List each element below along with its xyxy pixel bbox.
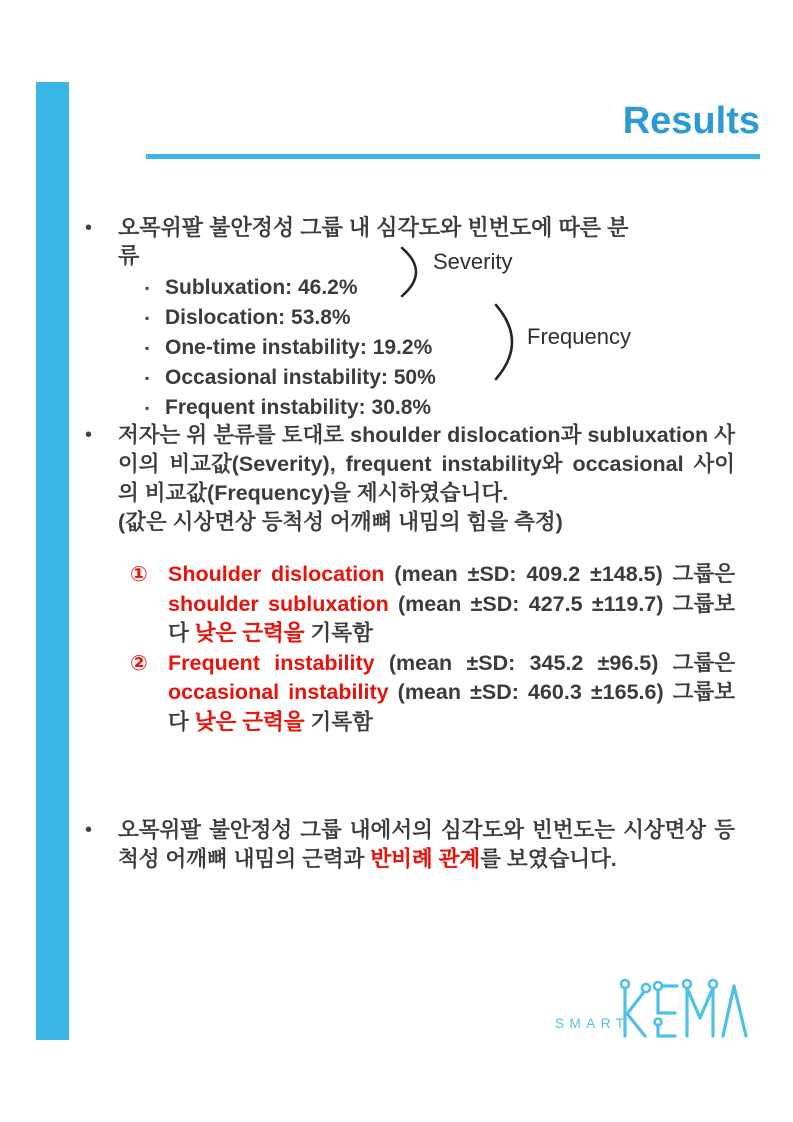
list-item-label: One-time instability: 19.2% [165,336,433,359]
list-item [145,363,645,393]
finding-item [130,649,735,738]
finding-text [168,560,735,649]
emphasis-highlight: 낮은 근력을 [194,709,305,734]
method-row [85,421,735,508]
findings-list [130,560,735,737]
smart-kema-logo [553,970,753,1045]
conclusion-row [85,816,735,874]
method-note: (값은 시상면상 등척성 어깨뼈 내밈의 힘을 측정) [118,510,563,534]
left-accent-bar [36,82,69,1040]
title-underline [146,154,760,159]
method-section [85,421,735,537]
bullet-icon: • [85,217,93,239]
finding-item [130,560,735,649]
list-item-label: Occasional instability: 50% [165,366,436,389]
frequency-label: Frequency [527,324,631,349]
list-item-label: Dislocation: 53.8% [165,306,351,329]
square-bullet-icon: ▪ [145,401,150,415]
finding-segment: 기록함 [304,709,373,734]
finding-text [168,649,735,738]
method-paragraph: 저자는 위 분류를 토대로 shoulder dislocation과 subluxation 사이의 비교값(Severity), frequent instability와 occasional 사이의 비교값(Frequency)을 제시하였습니다. [118,423,735,505]
bullet-icon: • [85,424,93,446]
frequency-bracket-icon [491,302,529,382]
conclusion-paragraph [118,816,735,874]
circled-number-icon: ② [130,651,148,675]
page-title: Results [622,100,760,142]
emphasis-highlight: 반비례 관계 [370,847,481,871]
square-bullet-icon: ▪ [145,341,150,355]
list-item [145,273,645,303]
circled-number-icon: ① [130,563,148,586]
finding-segment: (mean ±SD: 409.2 ±148.5) 그룹은 [384,562,735,586]
list-item [145,393,645,423]
finding-segment: (mean ±SD: 427.5 ±119.7) 그룹보다 [168,591,736,645]
finding-segment: 기록함 [304,621,373,645]
term-highlight: occasional instability [168,680,389,704]
term-highlight: Shoulder dislocation [168,562,385,586]
list-item-label: Frequent instability: 30.8% [165,396,432,419]
classification-heading: 오목위팔 불안정성 그룹 내 심각도와 빈번도에 따른 분류 [118,215,629,268]
square-bullet-icon: ▪ [145,371,150,385]
logo-smart-text: SMART [555,1016,630,1031]
classification-section [85,214,645,423]
square-bullet-icon: ▪ [145,281,150,295]
conclusion-segment: 를 보였습니다. [480,847,617,871]
term-highlight: Frequent instability [168,650,375,675]
finding-segment: (mean ±SD: 460.3 ±165.6) 그룹보다 [168,680,736,734]
conclusion-section [85,816,735,874]
conclusion-segment: 오목위팔 불안정성 그룹 내에서의 심각도와 빈번도는 시상면상 등척성 어깨뼈 내밈의 근력과 [118,818,735,871]
list-item-label: Subluxation: 46.2% [165,276,358,299]
finding-segment: (mean ±SD: 345.2 ±96.5) 그룹은 [374,650,735,675]
severity-label: Severity [433,249,513,274]
bullet-icon: • [85,819,93,841]
classification-heading-row [85,214,645,270]
term-highlight: shoulder subluxation [168,591,389,616]
emphasis-highlight: 낮은 근력을 [194,621,305,645]
square-bullet-icon: ▪ [145,311,150,325]
severity-bracket-icon [397,245,431,299]
kema-logo-icon [553,970,753,1045]
